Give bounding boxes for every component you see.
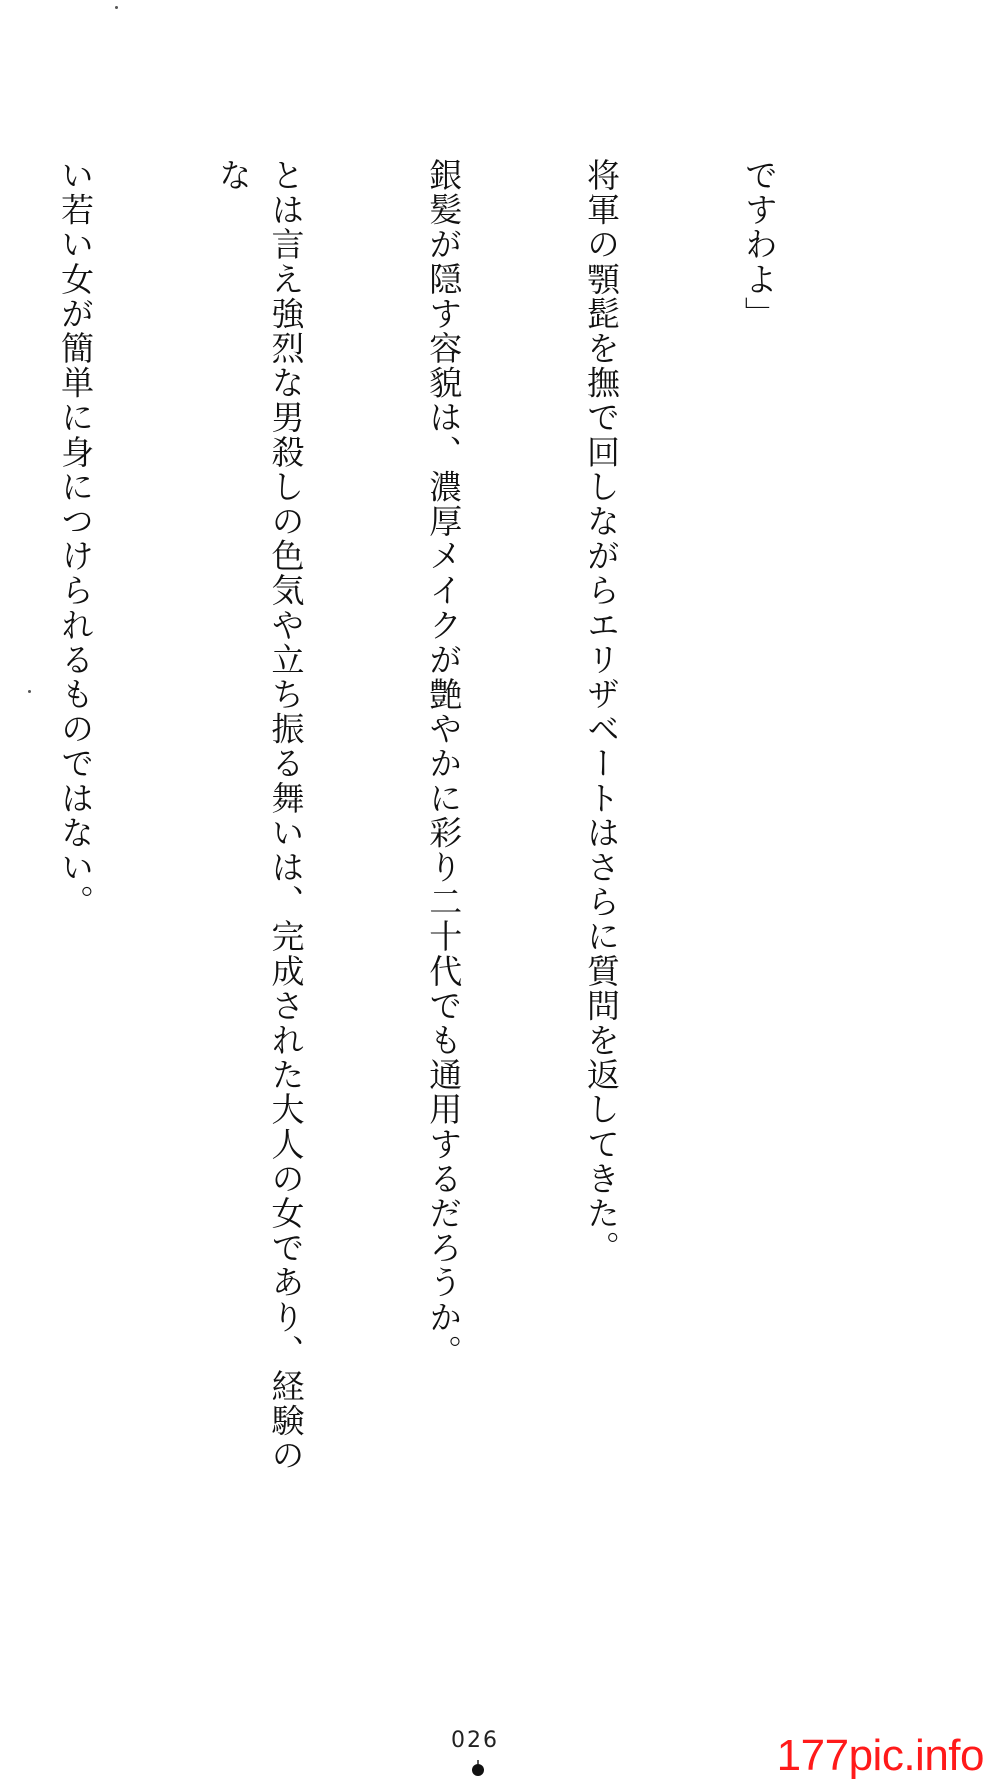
text-line: い若い女が簡単に身につけられるものではない。 xyxy=(56,158,96,920)
text-line: 将軍の顎髭を撫で回しながらエリザベートはさらに質問を返してきた。 xyxy=(582,158,622,1266)
text-line: ですわよ」 xyxy=(739,158,779,331)
text-line: とは言え強烈な男殺しの色気や立ち振る舞いは、完成された大人の女であり、経験のな xyxy=(213,158,306,1473)
body-text xyxy=(56,158,890,1488)
watermark: 177pic.info xyxy=(776,1731,984,1780)
text-line: 銀髪が隠す容貌は、濃厚メイクが艶やかに彩り二十代でも通用するだろうか。 xyxy=(424,158,464,1369)
page-number: 026 xyxy=(451,1728,499,1753)
scan-speck xyxy=(115,6,118,9)
scan-speck xyxy=(28,690,31,693)
page-marker-dot-icon xyxy=(470,1760,486,1776)
